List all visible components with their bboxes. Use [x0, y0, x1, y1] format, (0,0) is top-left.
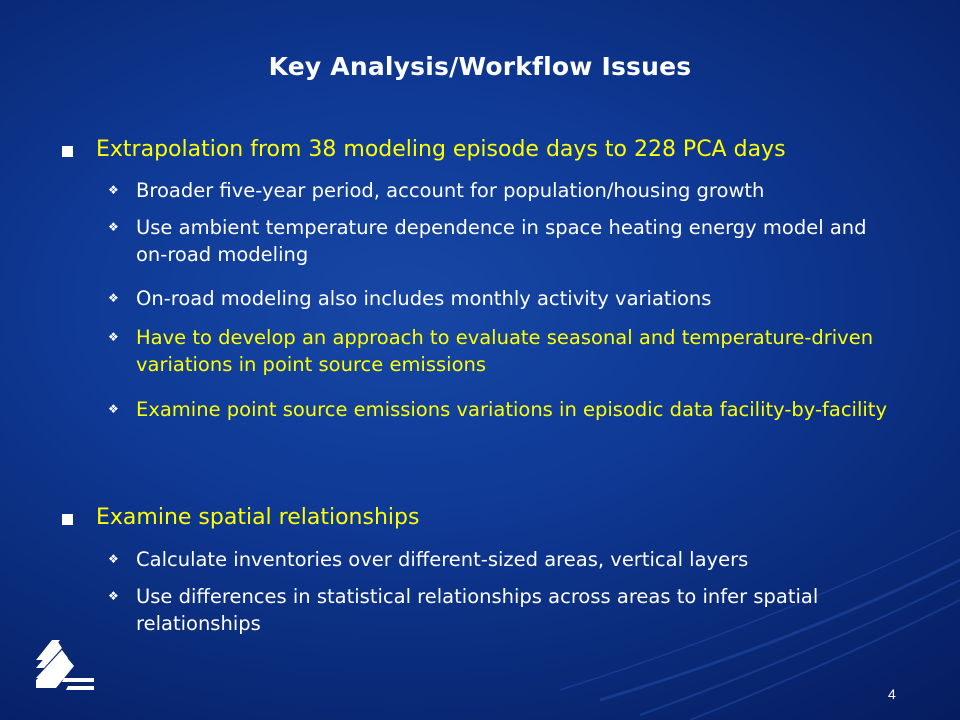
slide-content: Extrapolation from 38 modeling episode days to 228 PCA days ❖ Broader five-year period, account for population/housing growth ❖ Use ambient temperature dependence in space heating energy model and on-road modeling ❖ On-road modeling also includes monthly activity variations ❖ Have to develop an approach to evaluate seasonal and temperature-driven variations in point source emissions ❖ Examine point source emissions variations in episodic data facility-by-facility Examine spatial relationships ❖ Calculate inventories over different-sized areas, vertical layers ❖ Use differences in statistical relationships across areas to infer spatial relationships	[0, 0, 960, 720]
diamond-bullet-icon: ❖	[108, 183, 119, 197]
company-logo-icon	[34, 634, 96, 692]
square-bullet-icon	[62, 514, 73, 525]
diamond-bullet-icon: ❖	[108, 589, 119, 603]
diamond-bullet-icon: ❖	[108, 552, 119, 566]
page-number: 4	[888, 686, 896, 702]
slide-title: Key Analysis/Workflow Issues	[268, 52, 692, 81]
diamond-bullet-icon: ❖	[108, 330, 119, 344]
diamond-bullet-icon: ❖	[108, 402, 119, 416]
square-bullet-icon	[62, 146, 73, 157]
diamond-bullet-icon: ❖	[108, 220, 119, 234]
diamond-bullet-icon: ❖	[108, 291, 119, 305]
